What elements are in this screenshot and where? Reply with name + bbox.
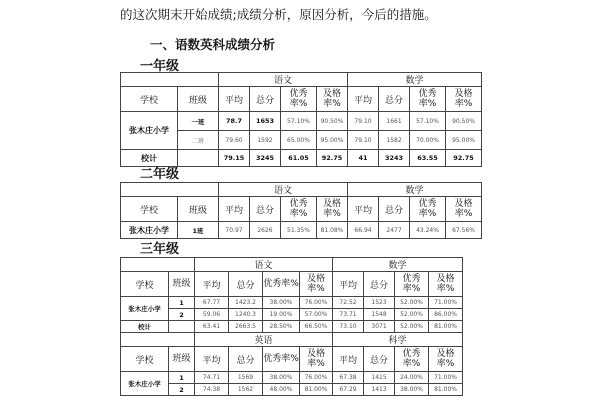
cell: 52.00% — [395, 297, 429, 309]
col-excellent: 优秀率% — [281, 87, 317, 112]
col-pass: 及格率% — [300, 347, 333, 372]
cell: 48.00% — [263, 384, 300, 396]
cell: 74.71 — [195, 372, 229, 384]
cell: 1569 — [229, 372, 263, 384]
col-total: 总分 — [364, 347, 395, 372]
grade1-title: 一年级 — [140, 59, 180, 74]
cell: 71.00% — [429, 372, 463, 384]
class-cell: 一班 — [178, 112, 219, 131]
col-avg: 平均 — [195, 272, 229, 297]
cell: 66.94 — [348, 222, 379, 239]
col-pass: 及格率% — [429, 347, 463, 372]
cell: 95.00% — [317, 131, 348, 150]
cell: 1423.2 — [229, 297, 263, 309]
col-class: 班级 — [169, 347, 195, 372]
cell: 86.00% — [429, 309, 463, 321]
grade3-table — [120, 257, 463, 396]
col-class: 班级 — [169, 272, 195, 297]
col-pass: 及格率% — [317, 87, 348, 112]
cell: 1415 — [364, 372, 395, 384]
class-cell: 1班 — [178, 222, 219, 239]
cell: 79.10 — [348, 112, 379, 131]
col-excellent: 优秀率% — [410, 197, 446, 222]
cell: 71.00% — [429, 297, 463, 309]
col-total: 总分 — [250, 197, 281, 222]
cell: 63.41 — [195, 321, 229, 333]
col-school: 学校 — [121, 347, 169, 372]
col-pass: 及格率% — [300, 272, 333, 297]
cell: 67.38 — [333, 372, 364, 384]
grade2-title: 二年级 — [140, 167, 180, 182]
cell: 3071 — [364, 321, 395, 333]
class-cell: 1 — [169, 297, 195, 309]
school-name: 张木庄小学 — [121, 112, 178, 150]
col-excellent: 优秀率% — [395, 347, 429, 372]
cell: 2663.5 — [229, 321, 263, 333]
col-class: 班级 — [178, 197, 219, 222]
cell: 81.00% — [429, 321, 463, 333]
header-chinese: 语文 — [219, 73, 348, 87]
col-excellent: 优秀率% — [410, 87, 446, 112]
header-math: 数学 — [348, 73, 482, 87]
col-avg: 平均 — [348, 197, 379, 222]
col-avg: 平均 — [333, 272, 364, 297]
class-cell: 2 — [169, 384, 195, 396]
header-english: 英语 — [195, 333, 333, 347]
school-name: 张木庄小学 — [121, 297, 169, 321]
col-avg: 平均 — [333, 347, 364, 372]
cell: 81.00% — [300, 384, 333, 396]
cell: 2477 — [379, 222, 410, 239]
total-label: 校计 — [121, 321, 169, 333]
cell: 1661 — [379, 112, 410, 131]
cell: 67.56% — [446, 222, 482, 239]
cell: 81.08% — [317, 222, 348, 239]
grade1-table — [120, 72, 482, 167]
blank-cell — [169, 321, 195, 333]
cell: 73.71 — [333, 309, 364, 321]
cell: 2626 — [250, 222, 281, 239]
cell: 67.77 — [195, 297, 229, 309]
col-total: 总分 — [229, 272, 263, 297]
col-pass: 及格率% — [446, 87, 482, 112]
cell: 57.00% — [300, 309, 333, 321]
col-pass: 及格率% — [429, 272, 463, 297]
school-name: 张木庄小学 — [121, 372, 169, 396]
cell: 52.00% — [395, 321, 429, 333]
cell: 1523 — [364, 297, 395, 309]
col-avg: 平均 — [219, 87, 250, 112]
cell: 38.00% — [263, 297, 300, 309]
cell: 90.50% — [446, 112, 482, 131]
cell: 92.75 — [446, 150, 482, 167]
col-total: 总分 — [250, 87, 281, 112]
cell: 24.00% — [395, 372, 429, 384]
cell: 19.00% — [263, 309, 300, 321]
col-total: 总分 — [379, 87, 410, 112]
header-blank — [121, 333, 195, 347]
cell: 79.60 — [219, 131, 250, 150]
section-title: 一、语数英科成绩分析 — [150, 37, 276, 52]
header-blank — [121, 183, 219, 197]
col-total: 总分 — [379, 197, 410, 222]
cell: 70.97 — [219, 222, 250, 239]
cell: 79.15 — [219, 150, 250, 167]
cell: 70.00% — [410, 131, 446, 150]
cell: 57.10% — [281, 112, 317, 131]
cell: 65.00% — [281, 131, 317, 150]
blank-cell — [178, 150, 219, 167]
cell: 78.7 — [219, 112, 250, 131]
cell: 76.00% — [300, 297, 333, 309]
cell: 52.00% — [395, 309, 429, 321]
col-excellent: 优秀率% — [263, 347, 300, 372]
cell: 59.06 — [195, 309, 229, 321]
cell: 63.55 — [410, 150, 446, 167]
cell: 73.10 — [333, 321, 364, 333]
col-excellent: 优秀率% — [395, 272, 429, 297]
cell: 66.50% — [300, 321, 333, 333]
col-excellent: 优秀率% — [263, 272, 300, 297]
cell: 1240.3 — [229, 309, 263, 321]
cell: 74.38 — [195, 384, 229, 396]
cell: 61.05 — [281, 150, 317, 167]
cell: 1653 — [250, 112, 281, 131]
intro-text: 的这次期末开始成绩;成绩分析，原因分析，今后的措施。 — [120, 7, 437, 22]
school-name: 张木庄小学 — [121, 222, 178, 239]
class-cell: 1 — [169, 372, 195, 384]
col-pass: 及格率% — [446, 197, 482, 222]
cell: 1582 — [379, 131, 410, 150]
header-blank — [121, 73, 219, 87]
col-excellent: 优秀率% — [281, 197, 317, 222]
col-total: 总分 — [229, 347, 263, 372]
cell: 38.00% — [395, 384, 429, 396]
class-cell: 2 — [169, 309, 195, 321]
header-science: 科学 — [333, 333, 463, 347]
cell: 3245 — [250, 150, 281, 167]
cell: 28.50% — [263, 321, 300, 333]
col-avg: 平均 — [219, 197, 250, 222]
header-math: 数学 — [333, 258, 463, 272]
col-total: 总分 — [364, 272, 395, 297]
col-avg: 平均 — [348, 87, 379, 112]
cell: 72.52 — [333, 297, 364, 309]
header-chinese: 语文 — [219, 183, 348, 197]
cell: 41 — [348, 150, 379, 167]
cell: 1413 — [364, 384, 395, 396]
grade3-title: 三年级 — [140, 242, 180, 257]
cell: 95.00% — [446, 131, 482, 150]
col-class: 班级 — [178, 87, 219, 112]
col-school: 学校 — [121, 272, 169, 297]
cell: 38.00% — [263, 372, 300, 384]
col-school: 学校 — [121, 197, 178, 222]
cell: 92.75 — [317, 150, 348, 167]
col-avg: 平均 — [195, 347, 229, 372]
cell: 81.00% — [429, 384, 463, 396]
col-pass: 及格率% — [317, 197, 348, 222]
header-blank — [121, 258, 195, 272]
header-chinese: 语文 — [195, 258, 333, 272]
cell: 1548 — [364, 309, 395, 321]
cell: 43.24% — [410, 222, 446, 239]
grade2-table — [120, 182, 482, 239]
class-cell: 二班 — [178, 131, 219, 150]
cell: 1592 — [250, 131, 281, 150]
cell: 90.50% — [317, 112, 348, 131]
cell: 79.10 — [348, 131, 379, 150]
cell: 57.10% — [410, 112, 446, 131]
col-school: 学校 — [121, 87, 178, 112]
cell: 51.35% — [281, 222, 317, 239]
header-math: 数学 — [348, 183, 482, 197]
cell: 1562 — [229, 384, 263, 396]
cell: 67.29 — [333, 384, 364, 396]
cell: 76.00% — [300, 372, 333, 384]
total-label: 校计 — [121, 150, 178, 167]
cell: 3243 — [379, 150, 410, 167]
